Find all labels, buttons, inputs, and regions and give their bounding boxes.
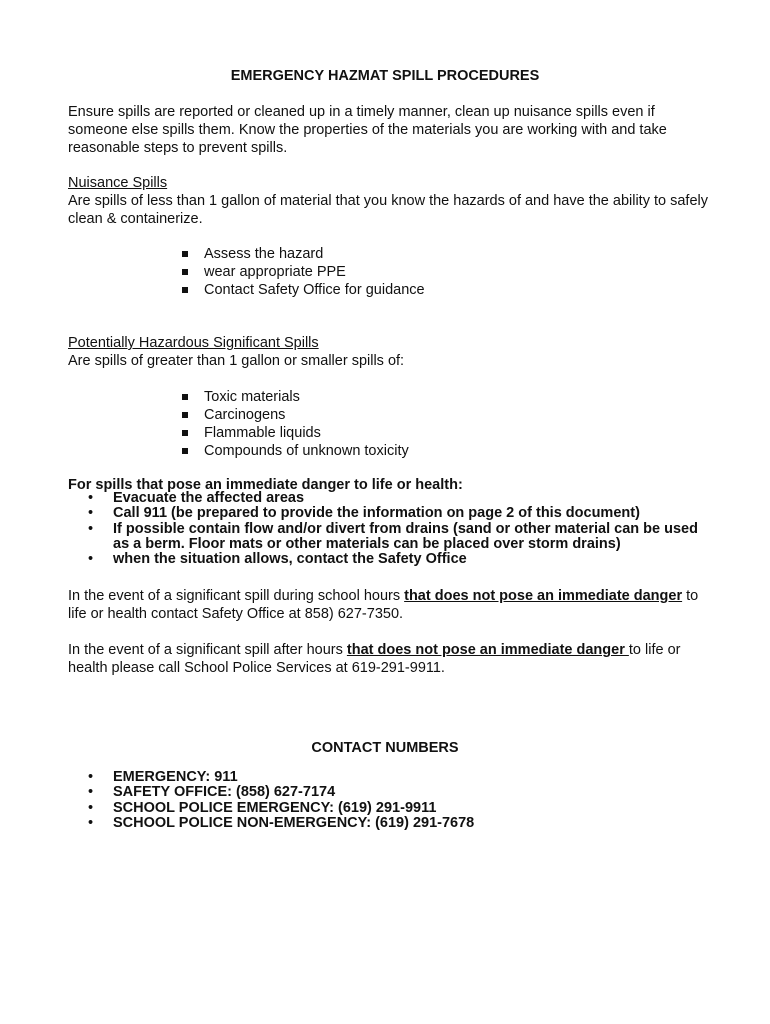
immediate-danger-heading: For spills that pose an immediate danger to life or health: [68, 477, 463, 493]
nuisance-description: Are spills of less than 1 gallon of material that you know the hazards of and have the ability to safely clean & containerize. [68, 193, 708, 227]
list-item: Toxic materials [180, 388, 409, 406]
bullet-dot-icon: • [88, 814, 94, 831]
list-item: Assess the hazard [180, 245, 425, 263]
list-item: • when the situation allows, contact the Safety Office [88, 551, 467, 568]
document-title: EMERGENCY HAZMAT SPILL PROCEDURES [230, 68, 540, 84]
list-item: • SAFETY OFFICE: (858) 627-7174 [88, 784, 336, 801]
list-item: wear appropriate PPE [180, 263, 425, 281]
bullet-dot-icon: • [88, 769, 94, 785]
list-item: • SCHOOL POLICE EMERGENCY: (619) 291-9911 [88, 799, 437, 816]
list-item: • SCHOOL POLICE NON-EMERGENCY: (619) 291-7678 [88, 814, 475, 831]
square-bullet-icon [182, 251, 188, 257]
bullet-dot-icon: • [88, 551, 94, 568]
immediate-danger-list [88, 491, 698, 567]
significant-heading: Potentially Hazardous Significant Spills [68, 335, 319, 351]
nuisance-list [180, 245, 425, 299]
list-item: Contact Safety Office for guidance [180, 281, 425, 299]
bullet-dot-icon: • [88, 784, 94, 801]
square-bullet-icon [182, 412, 188, 418]
intro-paragraph: Ensure spills are reported or cleaned up in a timely manner, clean up nuisance spills even if someone else spills them. Know the properties of the materials you are working with and take reasonable steps to prevent spills. [68, 104, 667, 156]
bullet-dot-icon: • [88, 799, 94, 816]
list-item: • Call 911 (be prepared to provide the information on page 2 of this document) [88, 505, 640, 522]
square-bullet-icon [182, 430, 188, 436]
nuisance-heading: Nuisance Spills [68, 175, 168, 191]
school-hours-paragraph: In the event of a significant spill during school hours that does not pose an immediate danger to life or health contact Safety Office at 858) 627-7350. [68, 588, 699, 622]
list-item: Carcinogens [180, 406, 409, 424]
contacts-heading: CONTACT NUMBERS [311, 740, 459, 756]
contacts-list [88, 770, 698, 831]
significant-description: Are spills of greater than 1 gallon or smaller spills of: [68, 353, 405, 369]
list-item: • Evacuate the affected areas [88, 490, 305, 506]
list-item: • If possible contain flow and/or divert from drains (sand or other material can be used as a berm. Floor mats or other materials can be placed over storm drains) [88, 520, 698, 552]
bullet-dot-icon: • [88, 505, 94, 522]
list-item: • EMERGENCY: 911 [88, 769, 238, 785]
after-hours-paragraph: In the event of a significant spill after hours that does not pose an immediate danger to life or health please call School Police Services at 619-291-9911. [68, 642, 681, 676]
square-bullet-icon [182, 394, 188, 400]
bullet-dot-icon: • [88, 490, 94, 506]
list-item: Flammable liquids [180, 424, 409, 442]
square-bullet-icon [182, 269, 188, 275]
significant-list [180, 388, 409, 460]
square-bullet-icon [182, 287, 188, 293]
list-item: Compounds of unknown toxicity [180, 442, 409, 460]
bullet-dot-icon: • [88, 520, 94, 537]
square-bullet-icon [182, 448, 188, 454]
